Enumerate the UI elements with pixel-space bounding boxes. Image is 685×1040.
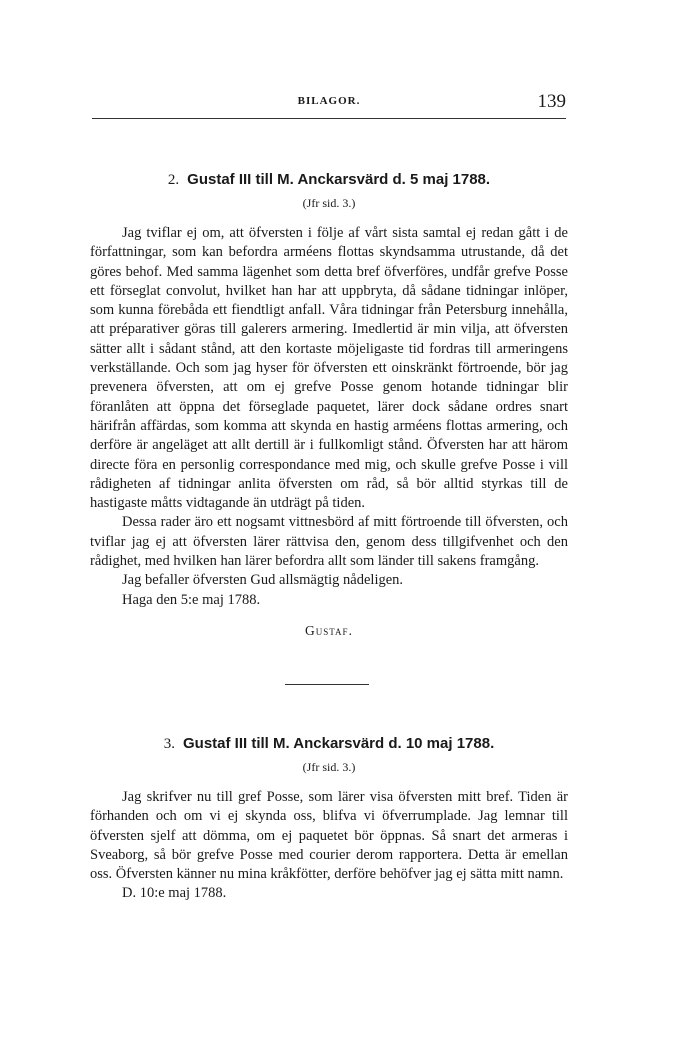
separator-rule	[285, 684, 369, 685]
letter-title: Gustaf III till M. Anckarsvärd d. 5 maj 1788.	[187, 171, 491, 188]
paragraph: Jag tviflar ej om, att öfversten i följe af vårt sista samtal ej redan gått i de författningar, som kan befordra arméens flottas skyndsamma utrustande, då det göres behof. Med samma lägenhet som detta bref öfverföres, undfår grefve Posse ett förseglat convolut, hvilket han har att uppbryta, då sådane tidningar inlöper, som kunna förebåda ett fiendtligt anfall. Våra tidningar från Petersburg innehålla, att préparativer göras till galerers armering. Imedlertid är min vilja, att öfversten sätter allt i sådant stånd, att den kortaste möjeligaste tid fordras till armeringens verkställande. Och som jag hyser för öfversten ett oinskränkt förtroende, bör jag prevenera öfversten, att om ej grefve Posse genom hotande tidningar blir föranlåten att öppna det förseglade paquetet, lärer dock sådane ordres snart härifrån affärdas, som komma att skynda en hastig arméens flottas armering, och derföre är angeläget att allt dertill är i fullkomligt stånd. Öfversten har att härom directe föra en personlig correspondance med mig, och skulle grefve Posse i vill rådigheten af tidningar anlita öfversten om råd, så bör alltid styrkas till de hastigaste måtts vidtagande än utdrägt på tiden.	[90, 225, 568, 512]
letter-2	[90, 168, 568, 640]
letter-body	[90, 224, 568, 610]
letter-reference: (Jfr sid. 3.)	[302, 760, 356, 774]
letter-heading	[90, 732, 568, 756]
letter-body	[90, 788, 568, 904]
paragraph: Jag skrifver nu till gref Posse, som lärer visa öfversten mitt bref. Tiden är förhanden och om vi ej skynda oss, blifva vi öfverrumplade. Jag lemnar till öfversten sjelf att dömma, om ej paquetet bör öppnas. Så snart det armeras i Sveaborg, så bör grefve Posse med courier derom rapportera. Detta är emellan oss. Öfversten känner nu mina kråkfötter, derföre behöfver jag ej sätta mitt namn.	[90, 789, 568, 883]
letter-title: Gustaf III till M. Anckarsvärd d. 10 maj 1788.	[183, 735, 495, 752]
paragraph: Jag befaller öfversten Gud allsmägtig nådeligen.	[122, 572, 404, 589]
letter-number: 3.	[163, 736, 175, 752]
running-title: BILAGOR.	[297, 95, 361, 107]
signature: Gustaf.	[305, 622, 353, 638]
page-number: 139	[537, 91, 566, 112]
dateline: D. 10:e maj 1788.	[122, 885, 227, 902]
running-header	[92, 91, 566, 113]
header-rule	[92, 118, 566, 119]
dateline: Haga den 5:e maj 1788.	[122, 591, 261, 608]
letter-3	[90, 732, 568, 904]
paragraph: Dessa rader äro ett nogsamt vittnesbörd af mitt förtroende till öfversten, och tviflar jag ej att öfversten lärer rättvisa den, genom dess tillgifvenhet och den rådighet, med hvilken han lärer befordra allt som länder till sakens framgång.	[90, 514, 568, 570]
letter-reference: (Jfr sid. 3.)	[302, 196, 356, 210]
letter-number: 2.	[167, 172, 180, 188]
letter-heading	[90, 168, 568, 192]
